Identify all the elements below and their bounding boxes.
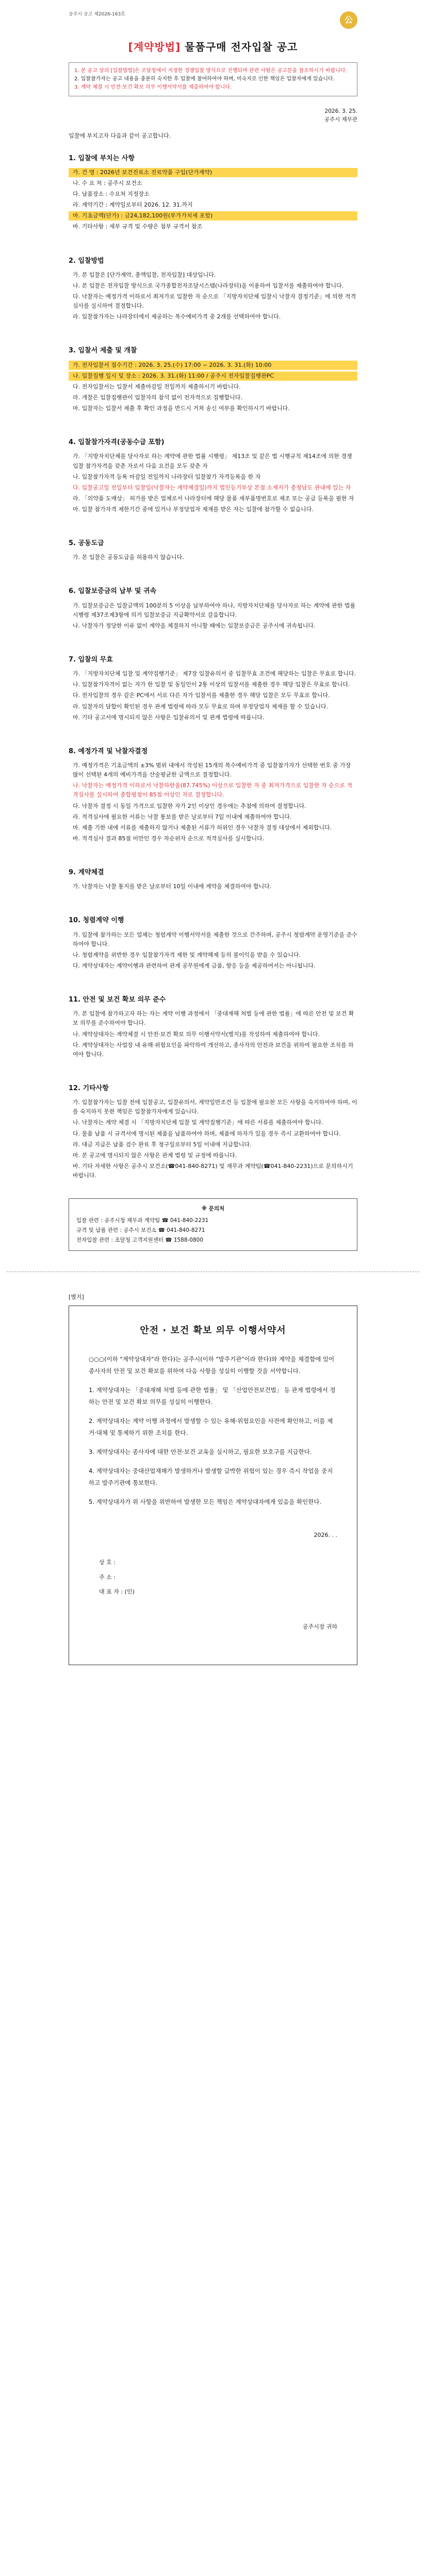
intro-text: 입찰에 부치고자 다음과 같이 공고합니다.	[69, 132, 171, 139]
section-item: 가. 전자입찰서 접수기간 : 2026. 3. 25.(수) 17:00 ~ 2026. 3. 31.(화) 10:00	[69, 361, 357, 370]
spacer	[69, 233, 357, 243]
section-item: 나. 입찰참가자격이 없는 자가 한 입찰 및 동일인이 2통 이상의 입찰서를 제출한 경우 해당 입찰은 무효로 합니다.	[73, 681, 350, 688]
section-heading: 1. 입찰에 부치는 사항	[69, 154, 135, 162]
notice-number: 공주시 공고 제2026-163호	[69, 12, 125, 17]
section-item: 라. 대금 지급은 납품 검수 완료 후 청구일로부터 5일 이내에 지급합니다.	[73, 1141, 252, 1148]
section-item: 마. 기타 공고서에 명시되지 않은 사항은 입찰유의서 및 관계 법령에 따릅니다.	[73, 714, 265, 721]
contact-line: 입찰 관련 : 공주시청 재무과 계약팀 ☎ 041-840-2231	[76, 1217, 209, 1224]
section-item: 마. 입찰 참가자격 제한기간 중에 있거나 부정당업자 제재를 받은 자는 입찰에 참가할 수 없습니다.	[73, 506, 314, 513]
spacer	[69, 564, 357, 573]
section-heading: 2. 입찰방법	[69, 257, 104, 265]
section-item: 다. 전자입찰의 경우 같은 PC에서 서로 다른 자가 입찰서를 제출한 경우 해당 입찰은 모두 무효로 합니다.	[73, 692, 330, 699]
contact-title: ※ 문의처	[201, 1206, 225, 1212]
section-item: 마. 제출 기한 내에 서류를 제출하지 않거나 제출된 서류가 허위인 경우 낙찰자 결정 대상에서 제외합니다.	[73, 824, 332, 831]
section-item: 다. 입찰공고일 전일부터 입찰일(낙찰자는 계약체결일)까지 법인등기부상 본점 소재지가 충청남도 관내에 있는 자	[73, 484, 351, 491]
header-row	[69, 11, 357, 29]
section-heading: 3. 입찰서 제출 및 개찰	[69, 347, 137, 355]
section-item: 가. 「지방자치단체를 당사자로 하는 계약에 관한 법률 시행령」 제13조 및 같은 법 시행규칙 제14조에 의한 경쟁입찰 참가자격을 갖춘 자로서 다음 요건을 모두 갖춘 자	[73, 453, 352, 469]
oath-title: 안전 · 보건 확보 의무 이행서약서	[140, 1325, 286, 1336]
section-item: 다. 계약상대자는 사업장 내 유해·위험요인을 파악하여 개선하고, 종사자의 안전과 보건을 위하여 필요한 조치를 하여야 합니다.	[73, 1041, 354, 1058]
section-item: 다. 계약상대자는 계약이행과 관련하여 관계 공무원에게 금품, 향응 등을 제공하여서는 아니됩니다.	[73, 962, 316, 969]
section-heading: 11. 안전 및 보건 확보 의무 준수	[69, 996, 166, 1004]
section-item: 가. 입찰에 참가하는 모든 업체는 청렴계약 이행서약서를 제출한 것으로 간주하며, 공주시 청렴계약 운영기준을 준수하여야 합니다.	[73, 931, 357, 947]
section-list	[69, 168, 357, 232]
spacer	[69, 972, 357, 981]
section-item: 마. 기초금액(단가) : 금24,182,100원(부가가치세 포함)	[69, 211, 357, 221]
spacer	[69, 893, 357, 902]
section-heading: 12. 기타사항	[69, 1084, 109, 1092]
announce-date: 2026. 3. 25.	[324, 108, 357, 114]
spacer	[69, 1182, 357, 1191]
signature-field: 주 소 :	[99, 1573, 116, 1581]
section-item: 가. 본 입찰은 공동도급을 허용하지 않습니다.	[73, 554, 184, 561]
section-item: 라. 입찰자의 담합이 확인된 경우 관계 법령에 따라 모두 무효로 하며 부정당업자 제재를 할 수 있습니다.	[73, 703, 329, 710]
date-block	[69, 108, 357, 124]
section-heading: 8. 예정가격 및 낙찰자결정	[69, 747, 148, 755]
signature-recipient: 공주시장 귀하	[302, 1623, 337, 1630]
section-item: 가. 「지방자치단체 입찰 및 계약집행기준」 제7장 입찰유의서 중 입찰무효 조건에 해당하는 입찰은 무효로 합니다.	[73, 670, 356, 677]
oath-paragraph: ○○○(이하 "계약상대자"라 한다)는 공주시(이하 "발주기관"이라 한다)와 계약을 체결함에 있어 종사자의 안전 및 보건 확보를 위하여 다음 사항을 성실히 이행할 것을 서약합니다.	[89, 1355, 335, 1375]
section-heading: 10. 청렴계약 이행	[69, 917, 124, 925]
section-item: 나. 청렴계약을 위반한 경우 입찰참가자격 제한 및 계약해제 등의 불이익을 받을 수 있습니다.	[73, 951, 301, 958]
section-item: 가. 입찰보증금은 입찰금액의 100분의 5 이상을 납부하여야 하나, 지방자치단체를 당사자로 하는 계약에 관한 법률 시행령 제37조제3항에 의거 입찰보증금 지급확약서로 갈음합니다.	[73, 602, 355, 618]
section-item: 마. 입찰자는 입찰서 제출 후 확인 과정을 반드시 거쳐 송신 여부를 확인하시기 바랍니다.	[73, 405, 290, 412]
section-list	[69, 553, 357, 562]
section-item: 다. 물품 납품 시 규격서에 명시된 제품을 납품하여야 하며, 제품에 하자가 있을 경우 즉시 교환하여야 합니다.	[73, 1130, 341, 1137]
spacer	[69, 845, 357, 854]
section-item: 바. 적격심사 결과 85점 미만인 경우 차순위자 순으로 적격심사를 실시합니다.	[73, 835, 265, 842]
contact-line: 전자입찰 관련 : 조달청 고객지원센터 ☎ 1588-0800	[76, 1236, 204, 1243]
section-item: 나. 수 요 처 : 공주시 보건소	[73, 179, 142, 187]
spacer	[69, 632, 357, 641]
section-item: 나. 낙찰자는 예정가격 이하로서 낙찰하한율(87.745%) 이상으로 입찰한 자 중 최저가격으로 입찰한 자 순으로 적격심사를 실시하여 종합평점이 85점 이상인 자로 결정합니다.	[73, 782, 353, 799]
section-list	[69, 761, 357, 843]
notice-line: 2. 입찰참가자는 공고 내용을 충분히 숙지한 후 입찰에 참여하여야 하며, 미숙지로 인한 책임은 입찰자에게 있습니다.	[74, 76, 335, 82]
sections	[69, 154, 357, 1192]
spacer	[69, 724, 357, 733]
signature-field: 상 호 :	[99, 1559, 116, 1566]
section-item: 나. 낙찰자는 계약 체결 시 「지방자치단체 입찰 및 계약집행기준」에 따른 서류를 제출하여야 합니다.	[73, 1119, 323, 1126]
section-item: 바. 기타 자세한 사항은 공주시 보건소(☎041-840-8271) 및 재무과 계약팀(☎041-840-2231)으로 문의하시기 바랍니다.	[73, 1162, 353, 1179]
section-list	[69, 452, 357, 514]
section-list	[69, 882, 357, 891]
section-item: 다. 납품장소 : 수요처 지정장소	[73, 190, 150, 197]
oath-paragraph: 3. 계약상대자는 종사자에 대한 안전·보건 교육을 실시하고, 필요한 보호구를 지급한다.	[89, 1448, 312, 1455]
section-heading: 4. 입찰참가자격(공동수급 포함)	[69, 438, 165, 447]
oath-paragraph: 2. 계약상대자는 계약 이행 과정에서 발생할 수 있는 유해·위험요인을 사전에 확인하고, 이를 제거·대체 및 통제하기 위한 조치를 한다.	[89, 1417, 333, 1436]
announce-org: 공주시 재무관	[324, 116, 357, 123]
section-heading: 7. 입찰의 무효	[69, 656, 113, 664]
section-list	[69, 669, 357, 722]
spacer	[69, 415, 357, 424]
notice-box	[69, 62, 357, 96]
section-item: 라. 「의약품 도매상」 허가를 받은 업체로서 나라장터에 해당 물품 세부품명번호로 제조 또는 공급 등록을 필한 자	[73, 495, 354, 502]
section-item: 다. 전자입찰서는 입찰서 제출마감일 전일까지 제출하시기 바랍니다.	[73, 383, 241, 390]
section-heading: 6. 입찰보증금의 납부 및 귀속	[69, 587, 157, 596]
section-item: 바. 기타사항 : 세부 규격 및 수량은 첨부 규격서 참조	[73, 223, 203, 230]
section-heading: 5. 공동도급	[69, 539, 104, 548]
section-item: 다. 낙찰자는 예정가격 이하로서 최저가로 입찰한 자 순으로 「지방자치단체 입찰시 낙찰자 결정기준」에 의한 적격심사를 실시하여 결정합니다.	[73, 293, 356, 310]
section-item: 나. 입찰참가자격 등록 마감일 전일까지 나라장터 입찰참가 자격등록을 한 자	[73, 473, 261, 480]
oath-paragraph: 1. 계약상대자는 「중대재해 처벌 등에 관한 법률」 및 「산업안전보건법」 등 관계 법령에서 정하는 안전 및 보건 확보 의무를 성실히 이행한다.	[89, 1386, 336, 1405]
notice-line: 3. 계약 체결 시 안전·보건 확보 의무 이행서약서를 제출하여야 합니다.	[74, 84, 232, 90]
section-item: 다. 낙찰자 결정 시 동일 가격으로 입찰한 자가 2인 이상인 경우에는 추첨에 의하여 결정합니다.	[73, 802, 306, 809]
contact-line: 규격 및 납품 관련 : 공주시 보건소 ☎ 041-840-8271	[76, 1227, 205, 1234]
section-item: 가. 예정가격은 기초금액의 ±3% 범위 내에서 작성된 15개의 복수예비가격 중 입찰참가자가 선택한 번호 중 가장 많이 선택된 4개의 예비가격을 산술평균한 금액으로 결정합니다.	[73, 762, 351, 778]
city-logo-icon: 公	[340, 11, 357, 29]
page-title	[69, 39, 357, 55]
section-item: 가. 낙찰자는 낙찰 통지를 받은 날로부터 10일 이내에 계약을 체결하여야 합니다.	[73, 883, 272, 890]
section-item: 가. 입찰참가자는 입찰 전에 입찰공고, 입찰유의서, 계약일반조건 등 입찰에 필요한 모든 사항을 숙지하여야 하며, 이를 숙지하지 못한 책임은 입찰참가자에게 있습니다.	[73, 1099, 357, 1115]
section-list	[69, 361, 357, 414]
attachment-label: [별지]	[69, 1293, 84, 1300]
section-item: 라. 적격심사에 필요한 서류는 낙찰 통보를 받은 날로부터 7일 이내에 제출하여야 합니다.	[73, 813, 292, 820]
section-list	[69, 1009, 357, 1059]
spacer	[69, 1061, 357, 1070]
section-item: 라. 계약기간 : 계약일로부터 2026. 12. 31.까지	[73, 201, 193, 209]
section-item: 나. 본 입찰은 전자입찰 방식으로 국가종합전자조달시스템(나라장터)을 이용하여 입찰서를 제출하여야 합니다.	[73, 282, 344, 289]
section-item: 가. 본 입찰에 참가하고자 하는 자는 계약 이행 과정에서 「중대재해 처벌 등에 관한 법률」에 따른 안전 및 보건 확보 의무를 준수하여야 합니다.	[73, 1010, 354, 1027]
section-item: 라. 입찰참가자는 나라장터에서 제공하는 복수예비가격 중 2개를 선택하여야 합니다.	[73, 313, 281, 320]
oath-paragraph: 4. 계약상대자는 중대산업재해가 발생하거나 발생할 급박한 위험이 있는 경우 즉시 작업을 중지하고 발주기관에 통보한다.	[89, 1467, 333, 1486]
section-item: 나. 입찰집행 일시 및 장소 : 2026. 3. 31.(화) 11:00 / 공주시 전자입찰집행관PC	[69, 371, 357, 381]
section-item: 나. 계약상대자는 계약체결 시 안전·보건 확보 의무 이행서약서(별지)를 작성하여 제출하여야 합니다.	[73, 1030, 320, 1038]
oath-form	[69, 1306, 357, 1665]
section-list	[69, 1098, 357, 1180]
signature-date: 2026. . .	[314, 1531, 337, 1538]
spacer	[69, 323, 357, 332]
section-item: 마. 본 공고에 명시되지 않은 사항은 관계 법령 및 규정에 따릅니다.	[73, 1151, 237, 1159]
contact-box	[69, 1198, 357, 1251]
section-item: 라. 개찰은 입찰집행관이 입찰자의 참석 없이 전자적으로 집행합니다.	[73, 394, 242, 401]
spacer	[69, 516, 357, 525]
signature-fields	[89, 1555, 337, 1600]
title-main: 물품구매 전자입찰 공고	[181, 41, 298, 53]
title-prefix: [계약방법]	[128, 41, 181, 53]
section-item: 가. 건 명 : 2026년 보건진료소 진료약품 구입(단가계약)	[69, 168, 357, 177]
document	[69, 0, 357, 1665]
section-list	[69, 270, 357, 322]
signature-field: 대 표 자 : (인)	[99, 1588, 135, 1596]
section-heading: 9. 계약체결	[69, 869, 104, 877]
section-list	[69, 930, 357, 971]
section-item: 가. 본 입찰은 [단가계약, 총액입찰, 전자입찰] 대상입니다.	[73, 271, 216, 278]
section-item: 나. 낙찰자가 정당한 이유 없이 계약을 체결하지 아니할 때에는 입찰보증금은 공주시에 귀속됩니다.	[73, 622, 316, 629]
oath-paragraph: 5. 계약상대자가 위 사항을 위반하여 발생한 모든 책임은 계약상대자에게 있음을 확인한다.	[89, 1498, 322, 1505]
notice-line: 1. 본 공고 상의 [입찰방법]은 조달청에서 지정한 경쟁입찰 방식으로 진행되며 관련 사항은 공고문을 참조하시기 바랍니다.	[74, 68, 347, 74]
section-list	[69, 601, 357, 631]
